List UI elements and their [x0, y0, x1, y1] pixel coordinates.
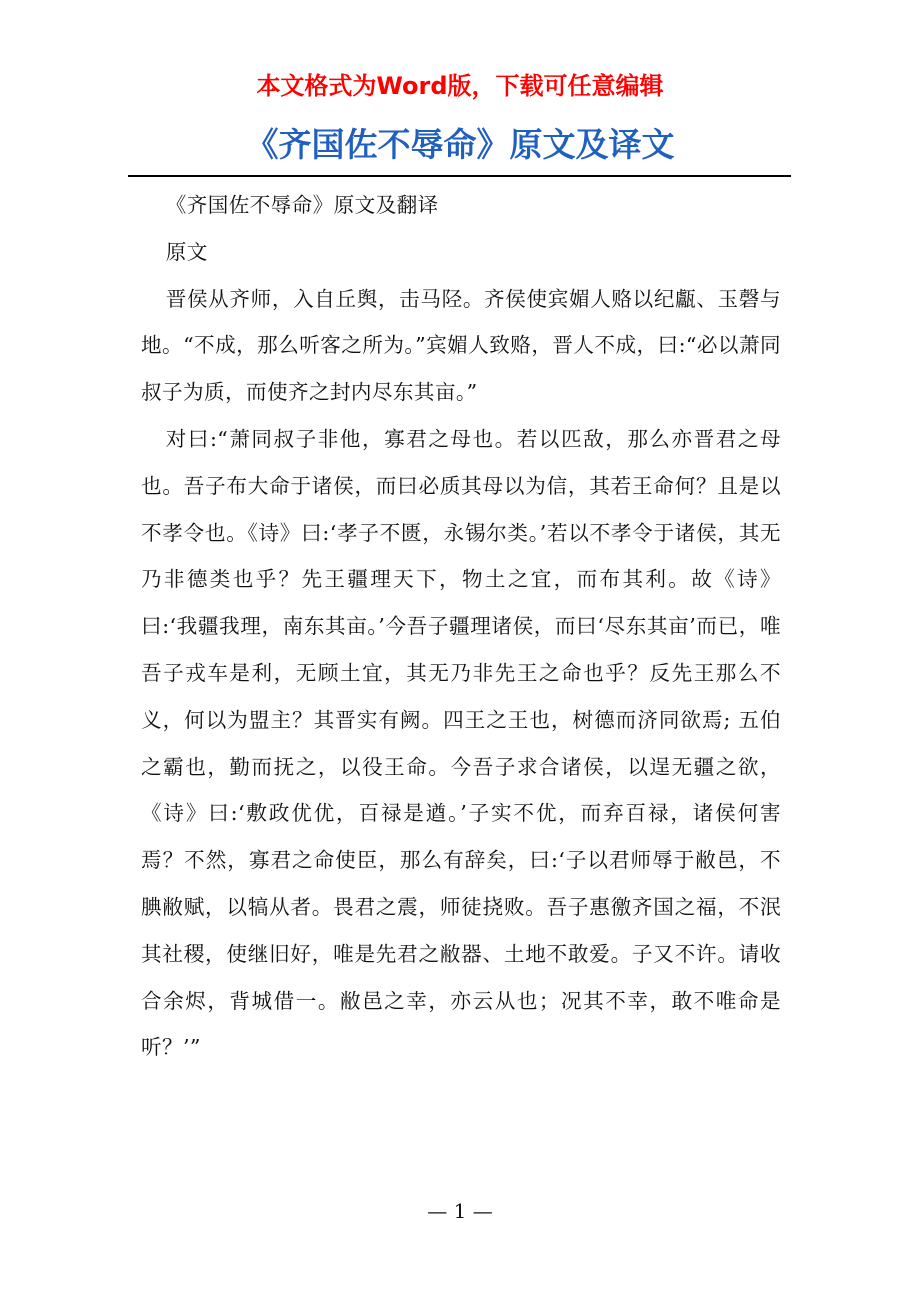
paragraph: 晋侯从齐师，入自丘舆，击马陉。齐侯使宾媚人赂以纪甗、玉磬与地。“不成，那么听客之所为。”宾媚人致赂，晋人不成，曰:“必以萧同叔子为质，而使齐之封内尽东其亩。” — [141, 286, 781, 405]
document-title: 《齐国佐不辱命》原文及译文 — [245, 125, 675, 164]
page-number: — 1 — — [427, 1199, 493, 1223]
document-body — [141, 182, 781, 1071]
subtitle: 《齐国佐不辱命》原文及翻译 — [165, 193, 439, 217]
format-notice: 本文格式为Word版，下载可任意编辑 — [256, 72, 664, 100]
title-divider — [128, 175, 791, 177]
section-heading: 原文 — [165, 239, 208, 264]
paragraph: 对曰:“萧同叔子非他，寡君之母也。若以匹敌，那么亦晋君之母也。吾子布大命于诸侯，而曰必质其母以为信，其若王命何？且是以不孝令也。《诗》曰:‘孝子不匮，永锡尔类。’若以不孝令于诸侯，其无乃非德类也乎？先王疆理天下，物土之宜，而布其利。故《诗》曰:‘我疆我理，南东其亩。’今吾子疆理诸侯，而曰‘尽东其亩’而已，唯吾子戎车是利，无顾土宜，其无乃非先王之命也乎？反先王那么不义，何以为盟主？其晋实有阙。四王之王也，树德而济同欲焉; 五伯之霸也，勤而抚之，以役王命。今吾子求合诸侯，以逞无疆之欲，《诗》曰:‘敷政优优，百禄是遒。’子实不优，而弃百禄，诸侯何害焉？不然，寡君之命使臣，那么有辞矣，曰:‘子以君师辱于敝邑，不腆敝赋，以犒从者。畏君之震，师徒挠败。吾子惠徼齐国之福，不泯其社稷，使继旧好，唯是先君之敝器、土地不敢爱。子又不许。请收合余烬，背城借一。敝邑之幸，亦云从也；况其不幸，敢不唯命是听？’” — [141, 426, 781, 1060]
